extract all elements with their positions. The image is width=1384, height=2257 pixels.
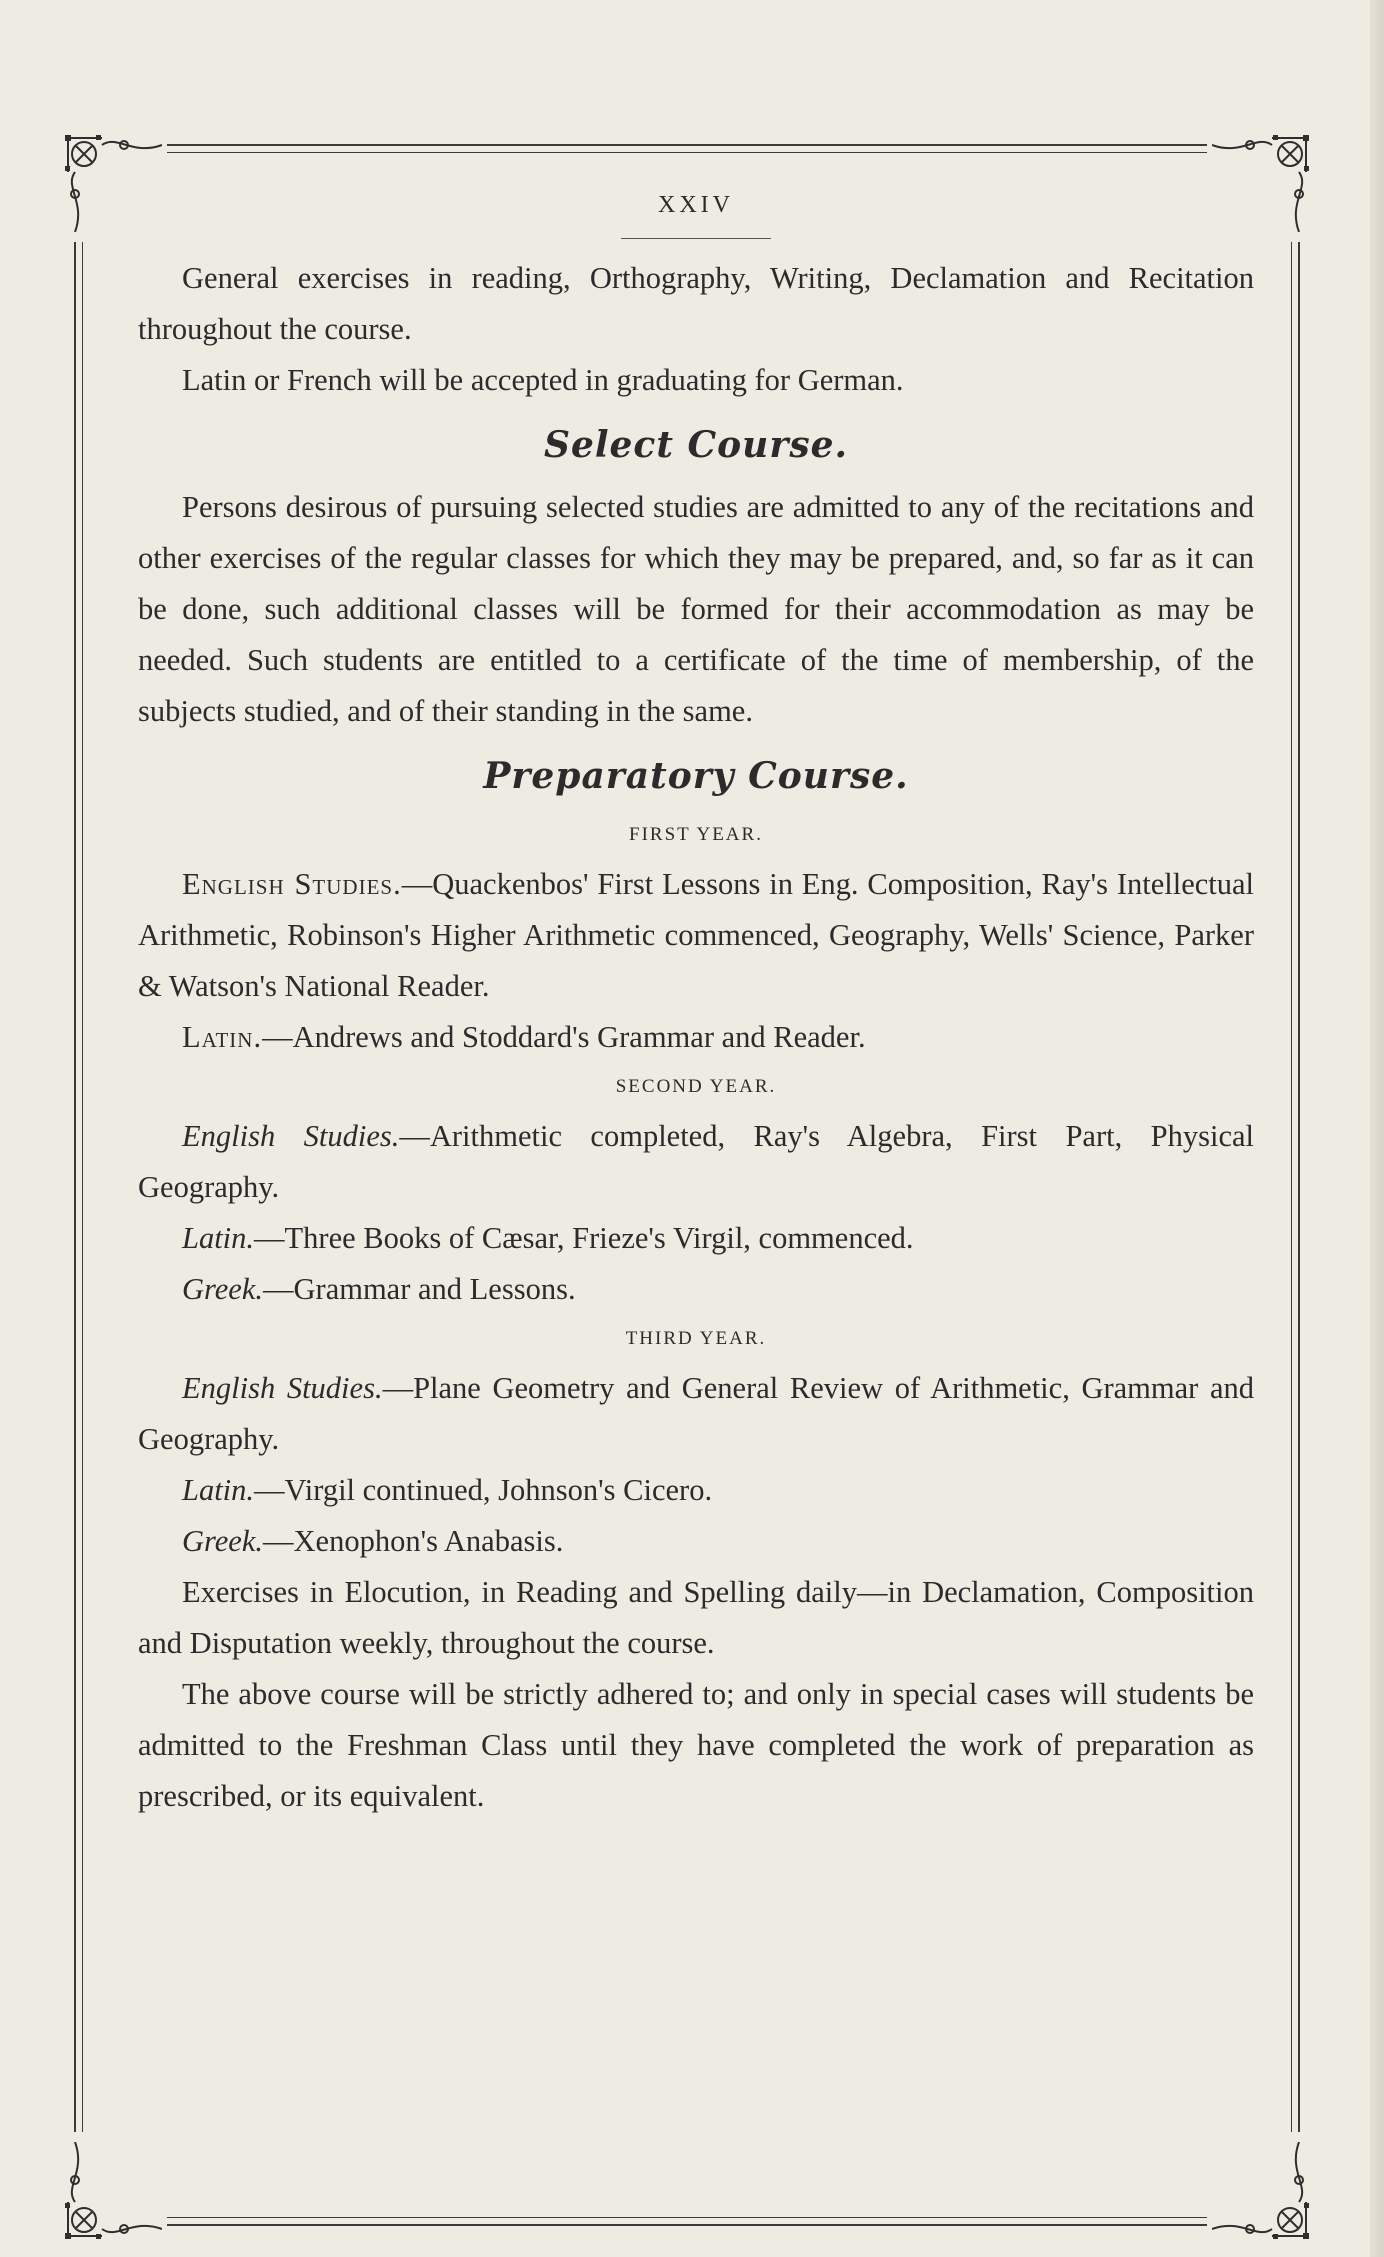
third-year-english-text: —Plane Geometry and General Review of Arithmetic, Grammar and Geography. (138, 1371, 1254, 1456)
border-rule-top (167, 144, 1207, 146)
border-rule-right (1298, 242, 1300, 2132)
second-year-greek-label: Greek. (182, 1272, 264, 1306)
exercises-paragraph: Exercises in Elocution, in Reading and Spelling daily—in Declamation, Composition and Disputation weekly, throughout the course. (138, 1575, 1254, 1660)
page-content (138, 178, 1254, 1822)
first-year-english-text: —Quackenbos' First Lessons in Eng. Composition, Ray's Intellectual Arithmetic, Robinson's Higher Arithmetic commenced, Geography, Wells' Science, Parker & Watson's National Reader. (138, 867, 1255, 1003)
border-rule-bottom-inner (167, 2217, 1207, 2218)
second-year-title: SECOND YEAR. (615, 1076, 777, 1097)
third-year-english-paragraph (138, 1363, 1254, 1465)
third-year-english-label: English Studies. (182, 1371, 383, 1405)
page-edge (1370, 0, 1384, 2257)
third-year-latin-text: —Virgil continued, Johnson's Cicero. (254, 1473, 713, 1507)
corner-ornament-icon (62, 2142, 162, 2242)
third-year-greek-text: —Xenophon's Anabasis. (263, 1524, 564, 1558)
third-year-greek-paragraph (138, 1516, 1254, 1567)
second-year-english-label: English Studies. (182, 1119, 400, 1153)
second-year-english-paragraph (138, 1111, 1254, 1213)
language-note-paragraph: Latin or French will be accepted in graduating for German. (182, 363, 904, 397)
border-rule-left (74, 242, 76, 2132)
first-year-english-label: English Studies. (182, 867, 402, 901)
first-year-title: FIRST YEAR. (629, 824, 763, 845)
first-year-english-paragraph (138, 859, 1254, 1012)
page-number-rule (621, 238, 771, 239)
third-year-latin-paragraph (138, 1465, 1254, 1516)
first-year-latin-text: —Andrews and Stoddard's Grammar and Reader. (262, 1020, 866, 1054)
border-rule-bottom (167, 2224, 1207, 2226)
first-year-latin-label: Latin. (182, 1020, 263, 1054)
preparatory-course-heading: Preparatory Course. (483, 755, 909, 797)
second-year-greek-text: —Grammar and Lessons. (263, 1272, 576, 1306)
second-year-latin-paragraph (138, 1213, 1254, 1264)
border-rule-top-inner (167, 152, 1207, 153)
border-rule-right-inner (1291, 242, 1292, 2132)
closing-paragraph: The above course will be strictly adhered to; and only in special cases will students be admitted to the Freshman Class until they have completed the work of preparation as prescribed, or its equivalent. (138, 1677, 1254, 1813)
page-number: XXIV (658, 192, 734, 218)
first-year-latin-paragraph (138, 1012, 1254, 1063)
select-course-paragraph: Persons desirous of pursuing selected studies are admitted to any of the recitations and other exercises of the regular classes for which they may be prepared, and, so far as it can be done, such additional classes will be formed for their accommodation as may be needed. Such students are entitled to a certificate of the time of membership, of the subjects studied, and of their standing in the same. (138, 490, 1254, 728)
second-year-latin-text: —Three Books of Cæsar, Frieze's Virgil, commenced. (254, 1221, 914, 1255)
corner-ornament-icon (1212, 2142, 1312, 2242)
general-exercises-paragraph: General exercises in reading, Orthography, Writing, Declamation and Recitation throughout the course. (138, 261, 1254, 346)
second-year-greek-paragraph (138, 1264, 1254, 1315)
second-year-latin-label: Latin. (182, 1221, 255, 1255)
third-year-title: THIRD YEAR. (625, 1328, 767, 1349)
third-year-greek-label: Greek. (182, 1524, 264, 1558)
second-year-english-text: —Arithmetic completed, Ray's Algebra, First Part, Physical Geography. (138, 1119, 1254, 1204)
select-course-heading: Select Course. (543, 424, 849, 466)
third-year-latin-label: Latin. (182, 1473, 255, 1507)
border-rule-left-inner (82, 242, 83, 2132)
